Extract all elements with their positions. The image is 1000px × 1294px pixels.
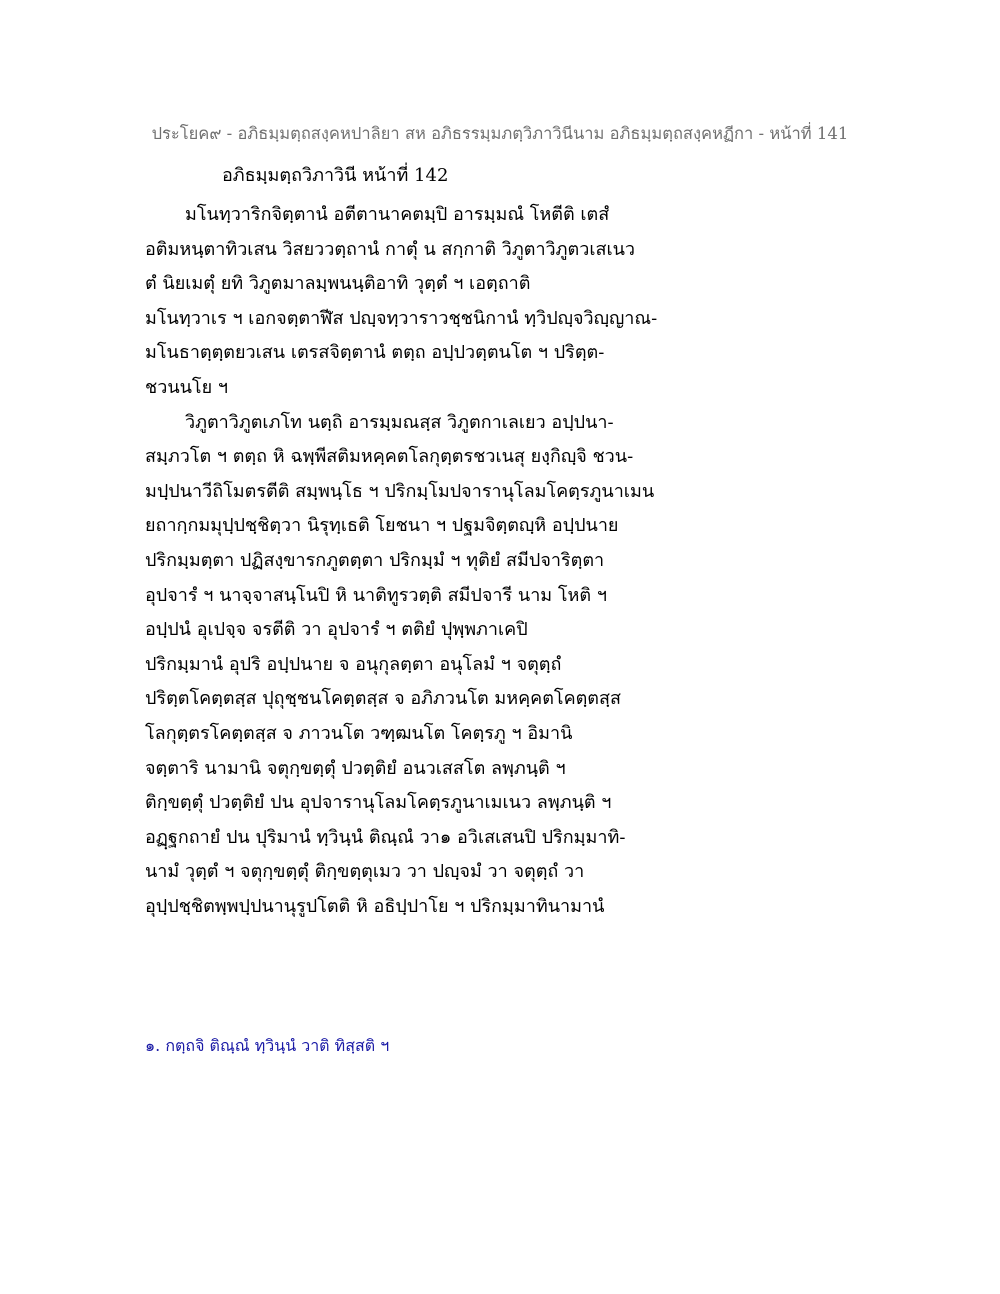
text-line: อุปฺปชฺชิตพฺพปฺปนานุรูปโตติ หิ อธิปฺปาโย ฯ ปริกมฺมาทินามานํ xyxy=(145,895,605,917)
text-line: วิภูตาวิภูตเภโท นตฺถิ อารมฺมณสฺส วิภูตกาเลเยว อปฺปนา- xyxy=(185,411,614,433)
text-line: อฏฺฐกถายํ ปน ปุริมานํ ทฺวินฺนํ ติณฺณํ วา๑ อวิเสเสนปิ ปริกมฺมาทิ- xyxy=(145,826,626,848)
text-line: จตฺตาริ นามานิ จตุกฺขตฺตุํ ปวตฺติยํ อนวเสสโต ลพฺภนฺติ ฯ xyxy=(145,757,566,779)
text-line: ยถากฺกมมุปฺปชฺชิตฺวา นิรุทฺเธติ โยชนา ฯ ปฐมจิตฺตญฺหิ อปฺปนาย xyxy=(145,515,619,537)
text-line: โลกุตฺตรโคตฺตสฺส จ ภาวนโต วฑฺฒนโต โคตฺรภู ฯ อิมานิ xyxy=(145,722,573,744)
text-line: ปริกมฺมตฺตา ปฏิสงฺขารกภูตตฺตา ปริกมฺมํ ฯ ทุติยํ สมีปจาริตฺตา xyxy=(145,549,605,571)
footnote: ๑. กตฺถจิ ติณฺณํ ทฺวินฺนํ วาติ ทิสฺสติ ฯ xyxy=(145,1036,390,1055)
text-line: ปริกมฺมานํ อุปริ อปฺปนาย จ อนุกุลตฺตา อนุโลมํ ฯ จตุตฺถํ xyxy=(145,653,562,675)
text-line: อุปจารํ ฯ นาจฺจาสนฺโนปิ หิ นาติทูรวตฺติ สมีปจารี นาม โหติ ฯ xyxy=(145,584,607,606)
text-line: ตํ นิยเมตุํ ยทิ วิภูตมาลมฺพนนฺติอาทิ วุตฺตํ ฯ เอตฺถาติ xyxy=(145,273,531,295)
text-line: มปฺปนาวีถิโมตรตีติ สมฺพนฺโธ ฯ ปริกมฺโมปจารานุโลมโคตฺรภูนาเมน xyxy=(145,480,655,502)
text-line: มโนทฺวาเร ฯ เอกจตฺตาฬีส ปญฺจทฺวาราวชฺชนิกานํ ทฺวิปญฺจวิญฺญาณ- xyxy=(145,307,658,329)
text-line: อติมหนฺตาทิวเสน วิสยววตฺถานํ กาตุํ น สกฺกาติ วิภูตาวิภูตวเสเนว xyxy=(145,238,636,260)
text-line: อปฺปนํ อุเปจฺจ จรตีติ วา อุปจารํ ฯ ตติยํ ปุพฺพภาเคปิ xyxy=(145,619,528,641)
text-line: นามํ วุตฺตํ ฯ จตุกฺขตฺตุํ ติกฺขตฺตุเมว วา ปญฺจมํ วา จตุตฺถํ วา xyxy=(145,861,585,883)
body-text xyxy=(145,198,705,924)
text-line: ติกฺขตฺตุํ ปวตฺติยํ ปน อุปจารานุโลมโคตฺรภูนาเมเนว ลพฺภนฺติ ฯ xyxy=(145,792,612,814)
page-title: อภิธมฺมตฺถวิภาวินี หน้าที่ 142 xyxy=(222,165,449,186)
text-line: มโนธาตฺตฺตยวเสน เตรสจิตฺตานํ ตตฺถ อปฺปวตฺตนโต ฯ ปริตฺต- xyxy=(145,342,605,364)
text-line: สมฺภวโต ฯ ตตฺถ หิ ฉพฺพีสติมหคฺคตโลกุตฺตรชวเนสุ ยงฺกิญฺจิ ชวน- xyxy=(145,446,634,468)
running-header: ประโยค๙ - อภิธมฺมตฺถสงฺคหปาลิยา สห อภิธรรมฺมภตฺวิภาวินีนาม อภิธมฺมตฺถสงฺคหฏีกา - หน้าที่ 141 xyxy=(151,124,849,143)
text-line: ปริตฺตโคตฺตสฺส ปุถุชฺชนโคตฺตสฺส จ อภิภวนโต มหคฺคตโคตฺตสฺส xyxy=(145,688,621,710)
text-line: มโนทฺวาริกจิตฺตานํ อตีตานาคตมฺปิ อารมฺมณํ โหตีติ เตสํ xyxy=(185,204,610,225)
text-line: ชวนนโย ฯ xyxy=(145,376,228,398)
